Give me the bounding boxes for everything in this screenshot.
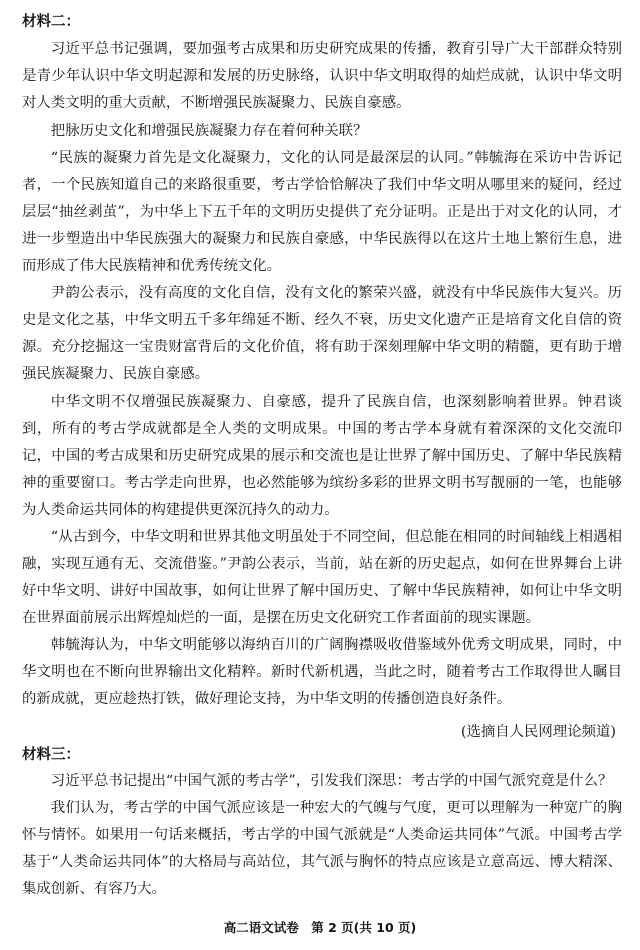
material2-paragraph-7: 韩毓海认为，中华文明能够以海纳百川的广阔胸襟吸收借鉴域外优秀文明成果，同时，中华文明也在不断向世界输出文化精粹。新时代新机遇，当此之时，随着考古工作取得世人瞩目的新成就，更应趁热打铁，做好理论支持，为中华文明的传播创造良好条件。 <box>22 637 622 707</box>
material2-paragraph-6: “从古到今，中华文明和世界其他文明虽处于不同空间，但总能在相同的时间轴线上相遇相融，实现互通有无、交流借鉴。”尹韵公表示，当前，站在新的历史起点，如何在世界舞台上讲好中华文明、讲好中国故事，如何让世界了解中国历史、了解中华民族精神，如何让中华文明在世界面前展示出辉煌灿烂的一面，是摆在历史文化研究工作者面前的现实课题。 <box>22 529 622 626</box>
material2-heading: 材料二： <box>22 14 80 30</box>
source-citation: (选摘自人民网理论频道) <box>460 724 616 740</box>
material2-paragraph-5: 中华文明不仅增强民族凝聚力、自豪感，提升了民族自信，也深刻影响着世界。钟君谈到，所有的考古学成就都是全人类的文明成果。中国的考古学本身就有着深深的文化交流印记，中国的考古成果和历史研究成果的展示和交流也是让世界了解中国历史、了解中华民族精神的重要窗口。考古学走向世界，也必然能够为缤纷多彩的世界文明书写靓丽的一笔，也能够为人类命运共同体的构建提供更深沉持久的动力。 <box>22 394 622 518</box>
material3-heading: 材料三： <box>22 747 80 763</box>
material3-paragraph-2: 我们认为，考古学的中国气派应该是一种宏大的气魄与气度，更可以理解为一种宽广的胸怀与情怀。如果用一句话来概括，考古学的中国气派就是“人类命运共同体”气派。中国考古学基于“人类命运共同体”的大格局与高站位，其气派与胸怀的特点应该是立意高远、博大精深、集成创新、有容乃大。 <box>22 800 622 897</box>
material3-paragraph-1: 习近平总书记提出“中国气派的考古学”，引发我们深思：考古学的中国气派究竟是什么？ <box>50 773 613 789</box>
material2-paragraph-1: 习近平总书记强调，要加强考古成果和历史研究成果的传播，教育引导广大干部群众特别是青少年认识中华文明起源和发展的历史脉络，认识中华文明取得的灿烂成就，认识中华文明对人类文明的重大贡献，不断增强民族凝聚力、民族自豪感。 <box>22 41 622 111</box>
material2-paragraph-2: 把脉历史文化和增强民族凝聚力存在着何种关联？ <box>50 123 368 139</box>
page-footer: 高二语文试卷 第 2 页(共 10 页) <box>223 920 417 935</box>
material2-paragraph-3: “民族的凝聚力首先是文化凝聚力，文化的认同是最深层的认同。”韩毓海在采访中告诉记者，一个民族知道自己的来路很重要，考古学恰恰解决了我们中华文明从哪里来的疑问，经过层层“抽丝剥茧”，为中华上下五千年的文明历史提供了充分证明。正是出于对文化的认同，才进一步塑造出中华民族强大的凝聚力和民族自豪感，中华民族得以在这片土地上繁衍生息，进而形成了伟大民族精神和优秀传统文化。 <box>22 150 622 274</box>
material2-paragraph-4: 尹韵公表示，没有高度的文化自信，没有文化的繁荣兴盛，就没有中华民族伟大复兴。历史是文化之基，中华文明五千多年绵延不断、经久不衰，历史文化遗产正是培育文化自信的资源。充分挖掘这一宝贵财富背后的文化价值，将有助于深刻理解中华文明的精髓，更有助于增强民族凝聚力、民族自豪感。 <box>22 285 622 382</box>
